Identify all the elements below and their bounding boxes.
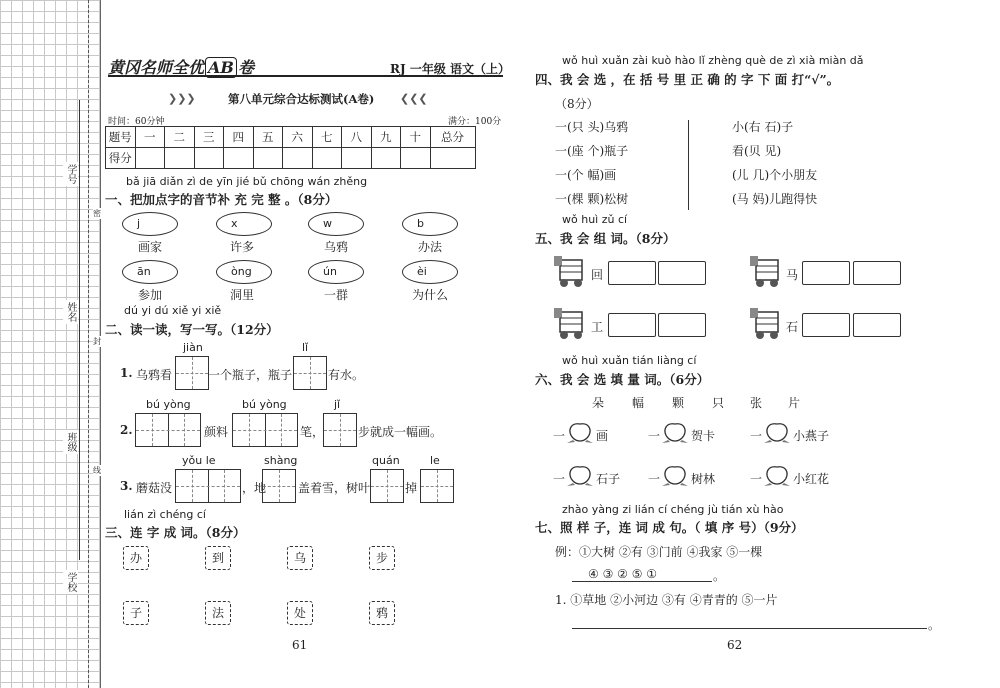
test-title: 第八单元综合达标测试(A卷) <box>228 92 375 106</box>
writing-box[interactable] <box>175 469 241 503</box>
s4-left-item[interactable]: 一(座 个)瓶子 <box>555 144 629 158</box>
s4-left-item[interactable]: 一(个 幅)画 <box>555 168 617 182</box>
char-box[interactable]: 处 <box>287 601 313 625</box>
answer-line[interactable] <box>572 628 927 629</box>
s4-right-item[interactable]: 看(贝 见) <box>732 144 782 158</box>
syllable-bubble[interactable]: ān <box>122 260 178 284</box>
measure-word-option: 片 <box>788 396 801 410</box>
char-box[interactable]: 乌 <box>287 546 313 570</box>
s7-period: 。 <box>713 569 726 583</box>
s7-pinyin: zhào yàng zi lián cí chéng jù tián xù hào <box>562 503 784 516</box>
score-header: 题号 <box>106 127 136 148</box>
q2-pinyin: bú yòng <box>146 398 191 411</box>
s4-right-item[interactable]: (儿 几)个小朋友 <box>732 168 818 182</box>
score-header: 五 <box>253 127 283 148</box>
grid-margin <box>0 0 101 688</box>
train-wagon[interactable] <box>608 313 656 337</box>
course-label: RJ 一年级 语文（上） <box>390 62 511 76</box>
s1-word: 参加 <box>138 288 163 302</box>
q3-text: ，地 <box>242 481 267 495</box>
score-cell[interactable] <box>312 148 342 169</box>
s4-divider <box>688 120 689 210</box>
score-cell[interactable] <box>371 148 401 169</box>
train-char: 马 <box>786 268 799 282</box>
s3-title: 三、连 字 成 词。（8分） <box>105 525 246 540</box>
q3-text: 盖着雪，树叶 <box>298 481 371 495</box>
score-header: 二 <box>165 127 195 148</box>
syllable-bubble[interactable]: b <box>402 212 458 236</box>
q2-text: 步就成一幅画。 <box>358 425 443 439</box>
syllable-bubble[interactable]: èi <box>402 260 458 284</box>
s4-left-item[interactable]: 一(只 头)乌鸦 <box>555 120 629 134</box>
score-header: 七 <box>312 127 342 148</box>
pin-mark: 封 <box>93 337 101 346</box>
train-char: 回 <box>591 268 604 282</box>
score-cell[interactable] <box>283 148 313 169</box>
score-cell[interactable] <box>401 148 431 169</box>
arrows-right: ❮❮❮ <box>400 92 428 105</box>
s5-title: 五、我 会 组 词。（8分） <box>535 231 676 246</box>
char-box[interactable]: 步 <box>369 546 395 570</box>
train-wagon[interactable] <box>853 261 901 285</box>
s4-right-item[interactable]: (马 妈)儿跑得快 <box>732 192 818 206</box>
s6-word: 小燕子 <box>793 429 830 443</box>
train-engine-icon <box>552 306 590 340</box>
q1-text: 乌鸦看 <box>136 368 173 382</box>
page-number-left: 61 <box>292 638 308 652</box>
s1-word: 乌鸦 <box>324 240 349 254</box>
char-box[interactable]: 到 <box>205 546 231 570</box>
q3-pinyin: yǒu le <box>182 454 216 467</box>
train-wagon[interactable] <box>658 261 706 285</box>
train-wagon[interactable] <box>802 313 850 337</box>
s2-title: 二、读一读，写一写。（12分） <box>105 322 279 337</box>
q1-pinyin: lǐ <box>302 341 309 354</box>
measure-word-option: 朵 <box>592 396 605 410</box>
peach-blank-icon[interactable] <box>762 420 792 444</box>
s7-period: 。 <box>928 618 941 632</box>
train-wagon[interactable] <box>608 261 656 285</box>
label-school: 学校 <box>65 572 76 592</box>
s6-prefix: 一 <box>750 472 763 486</box>
score-header: 八 <box>342 127 372 148</box>
s1-word: 许多 <box>230 240 255 254</box>
syllable-bubble[interactable]: ún <box>308 260 364 284</box>
train-engine-icon <box>748 254 786 288</box>
s4-score: （8分） <box>555 97 599 111</box>
syllable-bubble[interactable]: w <box>308 212 364 236</box>
label-number: 学号 <box>65 164 76 184</box>
q2-text: 笔， <box>300 425 325 439</box>
s1-title: 一、把加点字的音节补 充 完 整 。（8分） <box>105 192 338 207</box>
answer-line <box>572 581 712 582</box>
s1-word: 洞里 <box>230 288 255 302</box>
peach-blank-icon[interactable] <box>660 463 690 487</box>
score-table <box>105 126 476 169</box>
s6-prefix: 一 <box>553 429 566 443</box>
score-cell[interactable] <box>135 148 165 169</box>
label-name: 姓名 <box>65 302 76 322</box>
score-cell[interactable] <box>253 148 283 169</box>
s1-pinyin: bǎ jiā diǎn zì de yīn jié bǔ chōng wán zhěng <box>126 175 368 188</box>
score-cell[interactable] <box>165 148 195 169</box>
peach-blank-icon[interactable] <box>660 420 690 444</box>
s2-pinyin: dú yi dú xiě yi xiě <box>124 304 222 317</box>
syllable-bubble[interactable]: x <box>216 212 272 236</box>
score-header: 六 <box>283 127 313 148</box>
s1-word: 画家 <box>138 240 163 254</box>
full-score-label: 满分：100分 <box>448 117 502 127</box>
s4-pinyin: wǒ huì xuǎn zài kuò hào lǐ zhèng què de zì xià miàn dǎ <box>562 54 864 67</box>
measure-word-option: 张 <box>750 396 763 410</box>
cut-line <box>88 0 89 688</box>
score-header: 三 <box>194 127 224 148</box>
label-class: 班级 <box>65 432 76 452</box>
syllable-bubble[interactable]: òng <box>216 260 272 284</box>
s7-example: 例：①大树 ②有 ③门前 ④我家 ⑤一棵 <box>555 545 763 559</box>
score-cell[interactable] <box>342 148 372 169</box>
arrows-left: ❯❯❯ <box>168 92 196 105</box>
writing-box[interactable] <box>323 413 357 447</box>
score-cell[interactable] <box>224 148 254 169</box>
score-header: 十 <box>401 127 431 148</box>
pin-mark: 密 <box>93 209 101 218</box>
measure-word-option: 幅 <box>632 396 645 410</box>
s6-word: 小红花 <box>793 472 830 486</box>
peach-blank-icon[interactable] <box>762 463 792 487</box>
train-engine-icon <box>748 306 786 340</box>
s4-left-item[interactable]: 一(棵 颗)松树 <box>555 192 629 206</box>
score-header: 四 <box>224 127 254 148</box>
s6-title: 六、我 会 选 填 量 词。（6分） <box>535 372 710 387</box>
q3-pinyin: quán <box>372 454 400 467</box>
q1-text: 一个瓶子，瓶子 <box>208 368 293 382</box>
q1-text: 有水。 <box>328 368 365 382</box>
train-wagon[interactable] <box>658 313 706 337</box>
s7-title: 七、照 样 子，连 词 成 句。（ 填 序 号）（9分） <box>535 520 804 535</box>
score-header: 九 <box>371 127 401 148</box>
writing-box[interactable] <box>370 469 404 503</box>
s4-title: 四、我 会 选 ，在 括 号 里 正 确 的 字 下 面 打“√”。 <box>535 72 840 87</box>
score-cell[interactable] <box>430 148 475 169</box>
s5-pinyin: wǒ huì zǔ cí <box>562 213 628 226</box>
brand-logo: 黄冈名师全优 AB 卷 <box>108 58 254 77</box>
train-wagon[interactable] <box>802 261 850 285</box>
q3-pinyin: le <box>430 454 440 467</box>
q1-number: 1. <box>120 366 133 380</box>
writing-box[interactable] <box>420 469 454 503</box>
q2-pinyin: bú yòng <box>242 398 287 411</box>
q3-text: 掉 <box>405 481 418 495</box>
writing-box[interactable] <box>135 413 201 447</box>
s1-word: 办法 <box>418 240 443 254</box>
measure-word-option: 颗 <box>672 396 685 410</box>
score-row-label: 得分 <box>106 148 136 169</box>
fill-line <box>79 100 80 560</box>
syllable-bubble[interactable]: j <box>122 212 178 236</box>
s6-prefix: 一 <box>553 472 566 486</box>
time-label: 时间：60分钟 <box>108 117 165 127</box>
q3-number: 3. <box>120 479 133 493</box>
train-char: 石 <box>786 320 799 334</box>
s6-prefix: 一 <box>648 472 661 486</box>
score-header: 总分 <box>430 127 475 148</box>
peach-blank-icon[interactable] <box>565 463 595 487</box>
s6-word: 树林 <box>691 472 716 486</box>
writing-box[interactable] <box>262 469 296 503</box>
char-box[interactable]: 法 <box>205 601 231 625</box>
train-wagon[interactable] <box>853 313 901 337</box>
s3-pinyin: lián zì chéng cí <box>124 508 206 521</box>
q3-pinyin: shàng <box>264 454 298 467</box>
s7-example-answer: ④ ③ ② ⑤ ① <box>588 567 658 581</box>
train-engine-icon <box>552 254 590 288</box>
q3-text: 蘑菇没 <box>136 481 173 495</box>
score-cell[interactable] <box>194 148 224 169</box>
s7-question-1: 1. ①草地 ②小河边 ③有 ④青青的 ⑤一片 <box>555 593 778 607</box>
q2-text: 颜料 <box>204 425 229 439</box>
char-box[interactable]: 子 <box>123 601 149 625</box>
q2-number: 2. <box>120 423 133 437</box>
s6-prefix: 一 <box>648 429 661 443</box>
s6-word: 贺卡 <box>691 429 716 443</box>
s4-right-item[interactable]: 小(右 石)子 <box>732 120 794 134</box>
train-char: 工 <box>591 320 604 334</box>
measure-word-option: 只 <box>712 396 725 410</box>
writing-box[interactable] <box>175 356 209 390</box>
pin-mark: 线 <box>93 466 101 475</box>
char-box[interactable]: 鸦 <box>369 601 395 625</box>
page-number-right: 62 <box>727 638 743 652</box>
s6-pinyin: wǒ huì xuǎn tián liàng cí <box>562 354 697 367</box>
s6-prefix: 一 <box>750 429 763 443</box>
writing-box[interactable] <box>293 356 327 390</box>
s1-word: 一群 <box>324 288 349 302</box>
char-box[interactable]: 办 <box>123 546 149 570</box>
score-header: 一 <box>135 127 165 148</box>
peach-blank-icon[interactable] <box>565 420 595 444</box>
writing-box[interactable] <box>232 413 298 447</box>
q2-pinyin: jǐ <box>334 398 341 411</box>
s1-word: 为什么 <box>412 288 449 302</box>
s6-word: 石子 <box>596 472 621 486</box>
s6-word: 画 <box>596 429 609 443</box>
q1-pinyin: jiàn <box>183 341 203 354</box>
